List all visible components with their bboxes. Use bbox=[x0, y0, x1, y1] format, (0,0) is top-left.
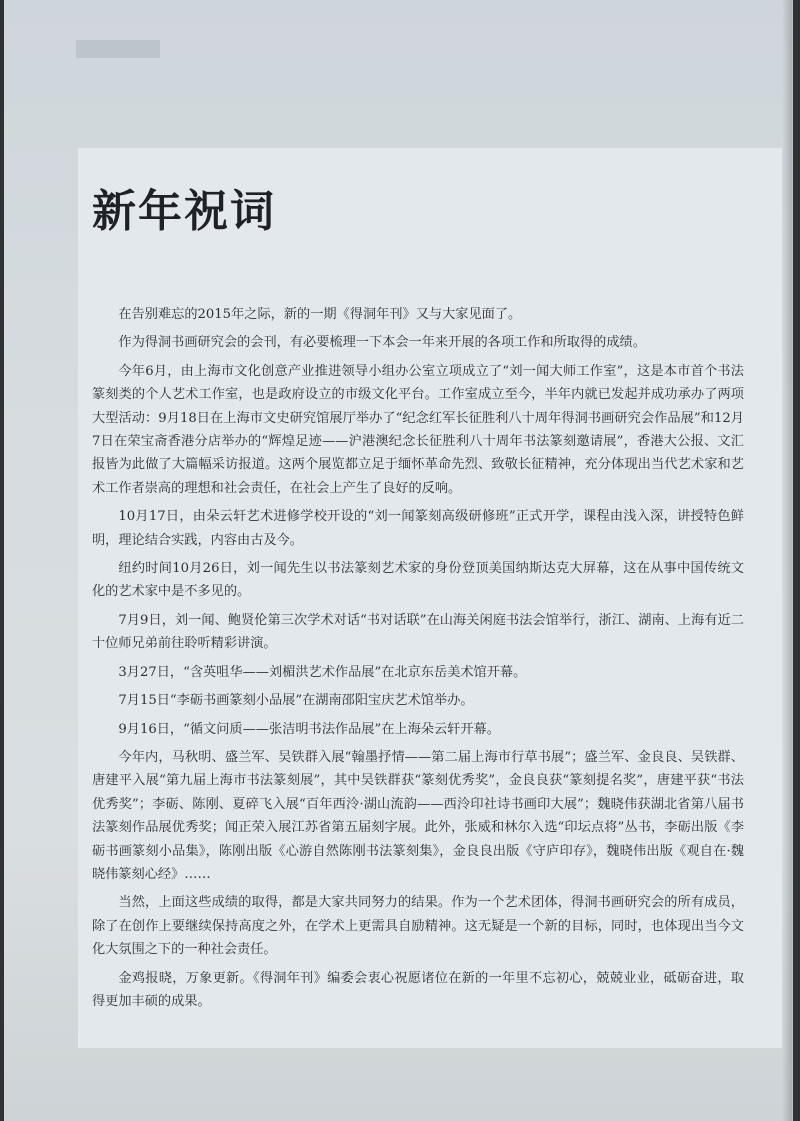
paragraph-exhibition-march: 3月27日，“含英咀华——刘楣洪艺术作品展”在北京东岳美术馆开幕。 bbox=[118, 664, 527, 680]
paragraph-wishes: 金鸡报晓，万象更新。《得洞年刊》编委会衷心祝愿诸位在新的一年里不忘初心，兢兢业业，砥砺奋进，取得更加丰硕的成果。 bbox=[92, 970, 744, 1009]
paragraph-studio: 今年6月，由上海市文化创意产业推进领导小组办公室立项成立了“刘一闻大师工作室”，这是本市首个书法篆刻类的个人艺术工作室，也是政府设立的市级文化平台。工作室成立至今，半年内就已发起并成功承办了两项大型活动：9月18日在上海市文史研究馆展厅举办了“纪念红军长征胜利八十周年得洞书画研究会作品展”和12月7日在荣宝斋香港分店举办的“辉煌足迹——沪港澳纪念长征胜利八十周年书法篆刻邀请展”，香港大公报、文汇报皆为此做了大篇幅采访报道。这两个展览都立足于缅怀革命先烈、致敬长征精神，充分体现出当代艺术家和艺术工作者崇高的理想和社会责任，在社会上产生了良好的反响。 bbox=[92, 363, 744, 496]
magazine-page bbox=[4, 0, 793, 1121]
paragraph-effort: 当然，上面这些成绩的取得，都是大家共同努力的结果。作为一个艺术团体，得洞书画研究会的所有成员，除了在创作上要继续保持高度之外，在学术上更需具自励精神。这无疑是一个新的目标，同时，也体现出当今文化大氛围之下的一种社会责任。 bbox=[92, 895, 744, 958]
paragraph-class: 10月17日，由朵云轩艺术进修学校开设的“刘一闻篆刻高级研修班”正式开学，课程由浅入深，讲授特色鲜明，理论结合实践，内容由古及今。 bbox=[92, 509, 744, 548]
paragraph-awards: 今年内，马秋明、盛兰军、吴铁群入展“翰墨抒情——第二届上海市行草书展”；盛兰军、金良良、吴铁群、唐建平入展“第九届上海市书法篆刻展”，其中吴铁群获“篆刻优秀奖”，金良良获“篆刻提名奖”，唐建平获“书法优秀奖”；李砺、陈刚、夏碎飞入展“百年西泠·湖山流韵——西泠印社诗书画印大展”；魏晓伟获湖北省第八届书法篆刻作品展优秀奖；闻正荣入展江苏省第五届刻字展。此外，张威和林尔入选“印坛点将”丛书，李砺出版《李砺书画篆刻小品集》，陈刚出版《心游自然陈刚书法篆刻集》，金良良出版《守庐印存》，魏晓伟出版《观自在·魏晓伟篆刻心经》…… bbox=[92, 749, 744, 882]
page-edge-shadow bbox=[782, 0, 792, 1121]
paragraph-exhibition-september: 9月16日，“循文问质——张洁明书法作品展”在上海朵云轩开幕。 bbox=[118, 721, 500, 737]
paragraph-nasdaq: 纽约时间10月26日，刘一闻先生以书法篆刻艺术家的身份登顶美国纳斯达克大屏幕，这在从事中国传统文化的艺术家中是不多见的。 bbox=[92, 561, 744, 600]
paragraph-purpose: 作为得洞书画研究会的会刊，有必要梳理一下本会一年来开展的各项工作和所取得的成绩。 bbox=[118, 335, 646, 351]
paragraph-exhibition-july: 7月15日“李砺书画篆刻小品展”在湖南邵阳宝庆艺术馆举办。 bbox=[118, 693, 474, 709]
article-body bbox=[92, 303, 744, 1018]
corner-tab-decoration bbox=[76, 40, 160, 58]
page-title: 新年祝词 bbox=[92, 186, 276, 237]
paragraph-intro: 在告别难忘的2015年之际，新的一期《得洞年刊》又与大家见面了。 bbox=[118, 307, 522, 322]
paragraph-dialogue: 7月9日，刘一闻、鲍贤伦第三次学术对话“书对话联”在山海关闲庭书法会馆举行，浙江、湖南、上海有近二十位师兄弟前往聆听精彩讲演。 bbox=[92, 612, 744, 652]
